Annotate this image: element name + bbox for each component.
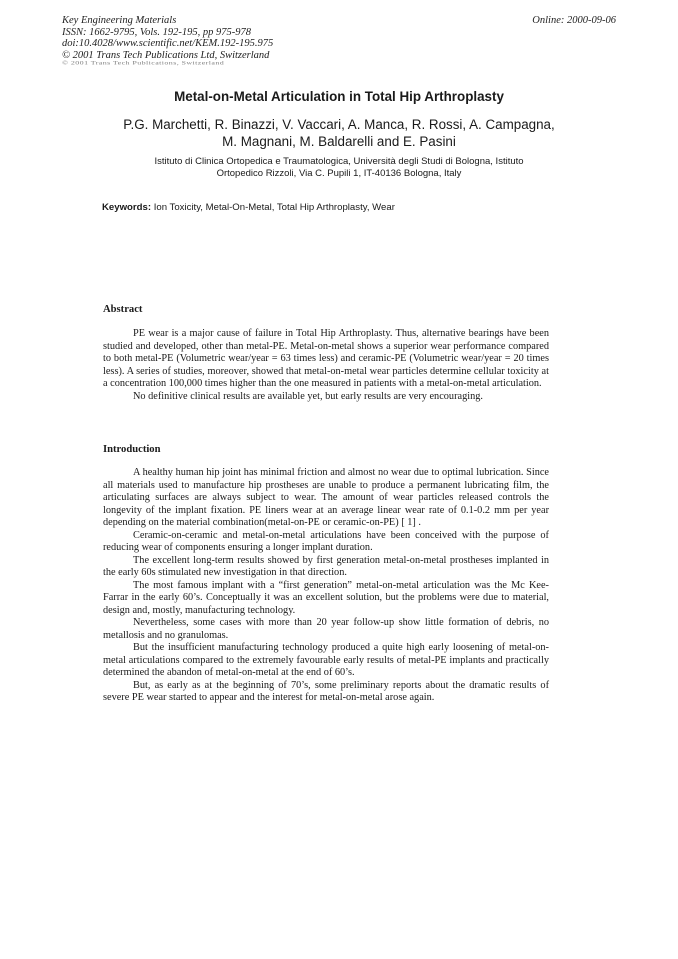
abstract-paragraph: No definitive clinical results are available yet, but early results are very encouraging. — [133, 390, 483, 402]
paper-title: Metal-on-Metal Articulation in Total Hip Arthroplasty — [174, 89, 504, 104]
online-date: Online: 2000-09-06 — [532, 15, 616, 26]
abstract-body — [103, 328, 549, 403]
copyright-line: © 2001 Trans Tech Publications Ltd, Switzerland — [62, 49, 270, 61]
keywords — [102, 202, 395, 213]
journal-name: Key Engineering Materials — [62, 15, 177, 26]
abstract-heading: Abstract — [103, 304, 143, 315]
introduction-paragraph: A healthy human hip joint has minimal friction and almost no wear due to optimal lubrication. Since all materials used to manufacture hip prostheses are unable to produce a permanent lubricating film, the articulating surfaces are always subject to wear. The amount of wear particles released controls the longevity of the implant fixation. PE liners wear at an average linear wear rate of 0.1-0.2 mm per year depending on the material combination(metal-on-PE or ceramic-on-PE) [ 1] . — [103, 467, 549, 528]
author-list — [0, 116, 678, 150]
introduction-paragraph: But the insufficient manufacturing technology produced a quite high early loosening of metal-on-metal articulations compared to the extremely favourable early results of metal-PE implants and practically determined the abandon of metal-on-metal at the end of 60’s. — [103, 642, 549, 678]
introduction-paragraph: The most famous implant with a “first generation” metal-on-metal articulation was the Mc Kee-Farrar in the early 60’s. Conceptually it was an excellent solution, but the problems were due to material, design and, mostly, manufacturing technology. — [103, 579, 549, 616]
authors-line-1: P.G. Marchetti, R. Binazzi, V. Vaccari, A. Manca, R. Rossi, A. Campagna, — [123, 117, 555, 132]
affiliation-line-1: Istituto di Clinica Ortopedica e Traumatologica, Università degli Studi di Bologna, Istituto — [154, 156, 524, 167]
affiliation-line-2: Ortopedico Rizzoli, Via C. Pupili 1, IT-40136 Bologna, Italy — [216, 168, 462, 180]
introduction-body — [103, 467, 549, 705]
introduction-paragraph: Ceramic-on-ceramic and metal-on-metal articulations have been conceived with the purpose of reducing wear of components ensuring a longer implant duration. — [103, 529, 549, 553]
keywords-label: Keywords: — [102, 202, 152, 213]
faint-copyright-line: © 2001 Trans Tech Publications, Switzerland — [62, 60, 225, 66]
authors-line-2: M. Magnani, M. Baldarelli and E. Pasini — [222, 134, 456, 149]
affiliation — [0, 156, 678, 180]
abstract-paragraph: PE wear is a major cause of failure in Total Hip Arthroplasty. Thus, alternative bearings have been studied and developed, other than metal-PE. Metal-on-metal shows a superior wear performance compared to both metal-PE (Volumetric wear/year = 63 times less) and ceramic-PE (Volumetric wear/year = 20 times less). A series of studies, moreover, showed that metal-on-metal wear particles determine cellular toxicity at a concentration 100,000 times higher than the one measured in patients with a metal-on-metal articulation. — [103, 328, 549, 389]
keywords-list: Ion Toxicity, Metal-On-Metal, Total Hip Arthroplasty, Wear — [153, 202, 395, 213]
doi-line: doi:10.4028/www.scientific.net/KEM.192-195.975 — [62, 38, 274, 49]
introduction-paragraph: But, as early as at the beginning of 70’s, some preliminary reports about the dramatic results of severe PE wear started to appear and the interest for metal-on-metal arose again. — [103, 679, 549, 703]
introduction-paragraph: The excellent long-term results showed by first generation metal-on-metal prostheses implanted in the early 60s stimulated new investigation in that direction. — [103, 554, 549, 578]
introduction-paragraph: Nevertheless, some cases with more than 20 year follow-up show little formation of debris, no metallosis and no granulomas. — [103, 617, 549, 641]
introduction-heading: Introduction — [103, 444, 161, 455]
journal-header — [62, 15, 273, 61]
issn-line: ISSN: 1662-9795, Vols. 192-195, pp 975-978 — [62, 26, 251, 38]
